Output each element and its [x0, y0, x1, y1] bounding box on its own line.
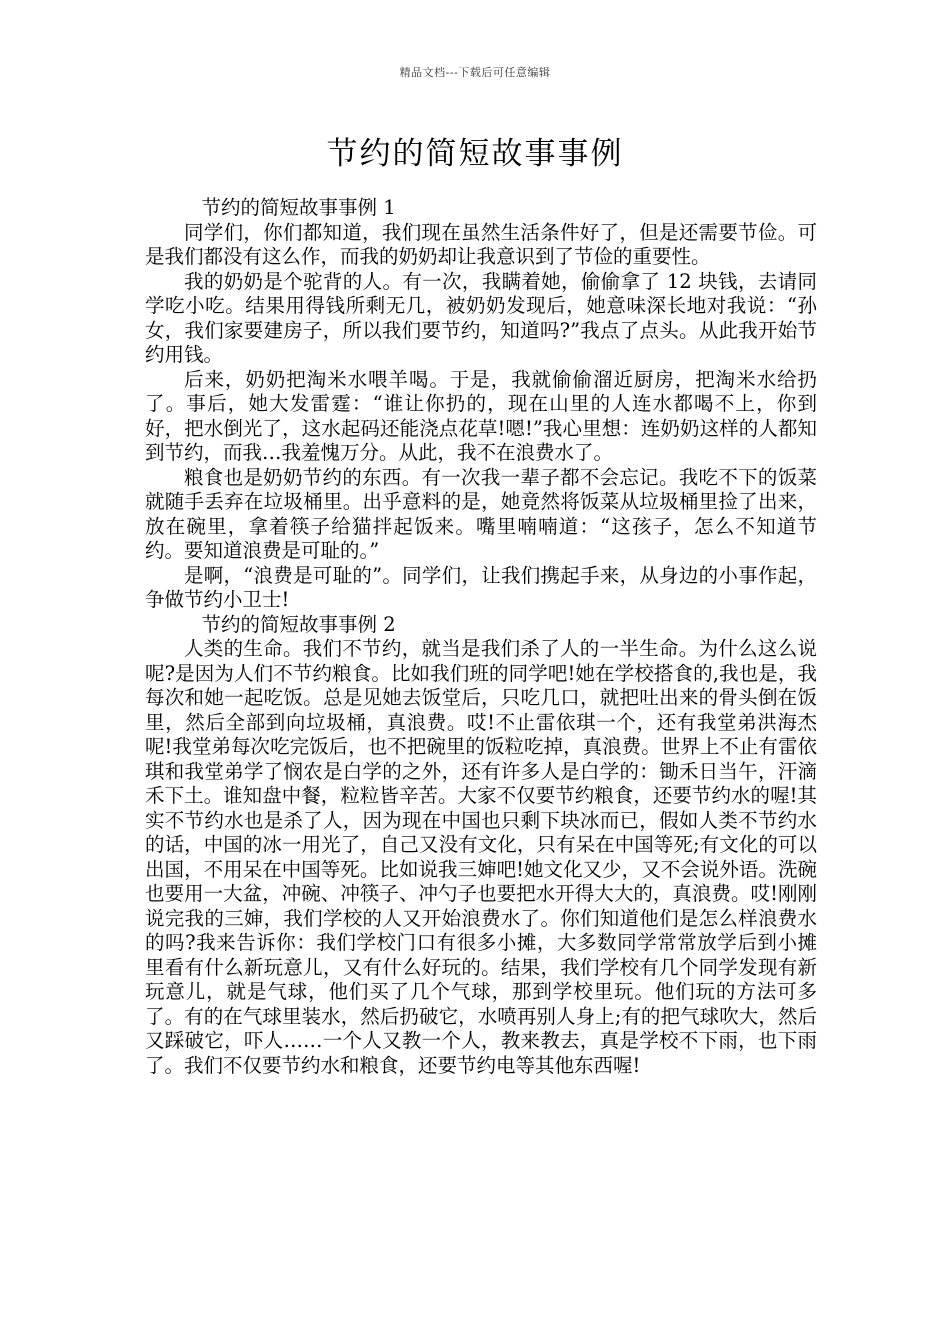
paragraph: 我的奶奶是个驼背的人。有一次，我瞒着她，偷偷拿了 12 块钱，去请同学吃小吃。结果用得钱所剩无几，被奶奶发现后，她意味深长地对我说：“孙女，我们家要建房子，所以我们要节约，知道吗?”我点了点头。从此我开始节约用钱。 — [145, 269, 817, 366]
paragraph: 人类的生命。我们不节约，就当是我们杀了人的一半生命。为什么这么说呢?是因为人们不节约粮食。比如我们班的同学吧!她在学校搭食的,我也是，我每次和她一起吃饭。总是见她去饭堂后，只吃几口，就把吐出来的骨头倒在饭里，然后全部到向垃圾桶，真浪费。哎!不止雷依琪一个，还有我堂弟洪海杰呢!我堂弟每次吃完饭后，也不把碗里的饭粒吃掉，真浪费。世界上不止有雷依琪和我堂弟学了悯农是白学的之外，还有许多人是白学的：锄禾日当午，汗滴禾下土。谁知盘中餐，粒粒皆辛苦。大家不仅要节约粮食，还要节约水的喔!其实不节约水也是杀了人，因为现在中国也只剩下块冰而已，假如人类不节约水的话，中国的冰一用光了，自己又没有文化，只有呆在中国等死;有文化的可以出国，不用呆在中国等死。比如说我三婶吧!她文化又少，又不会说外语。洗碗也要用一大盆，冲碗、冲筷子、冲勺子也要把水开得大大的，真浪费。哎!刚刚说完我的三婶，我们学校的人又开始浪费水了。你们知道他们是怎么样浪费水的吗?我来告诉你：我们学校门口有很多小摊，大多数同学常常放学后到小摊里看有什么新玩意儿，又有什么好玩的。结果，我们学校有几个同学发现有新玩意儿，就是气球，他们买了几个气球，那到学校里玩。他们玩的方法可多了。有的在气球里装水，然后扔破它，水喷再别人身上;有的把气球吹大，然后又踩破它，吓人……一个人又教一个人，教来教去，真是学校不下雨，也下雨了。我们不仅要节约水和粮食，还要节约电等其他东西喔! — [145, 637, 817, 1077]
document-body — [145, 196, 817, 1078]
document-title: 节约的简短故事事例 — [326, 136, 624, 172]
paragraph: 同学们，你们都知道，我们现在虽然生活条件好了，但是还需要节俭。可是我们都没有这么作，而我的奶奶却让我意识到了节俭的重要性。 — [145, 220, 817, 268]
section-heading-2: 节约的简短故事事例 2 — [201, 612, 396, 636]
paragraph: 粮食也是奶奶节约的东西。有一次我一辈子都不会忘记。我吃不下的饭菜就随手丢弃在垃圾桶里。出乎意料的是，她竟然将饭菜从垃圾桶里捡了出来，放在碗里，拿着筷子给猫拌起饭来。嘴里喃喃道：“这孩子，怎么不知道节约。要知道浪费是可耻的。” — [145, 465, 817, 562]
section-heading-1: 节约的简短故事事例 1 — [201, 196, 396, 219]
header-note: 精品文档---下载后可任意编辑 — [399, 66, 551, 79]
paragraph: 后来，奶奶把淘米水喂羊喝。于是，我就偷偷溜近厨房，把淘米水给扔了。事后，她大发雷霆：“谁让你扔的，现在山里的人连水都喝不上，你到好，把水倒光了，这水起码还能浇点花草!嗯!”我心里想：连奶奶这样的人都知到节约，而我…我羞愧万分。从此，我不在浪费水了。 — [145, 367, 817, 464]
paragraph: 是啊，“浪费是可耻的”。同学们，让我们携起手来，从身边的小事作起，争做节约小卫士! — [145, 563, 817, 611]
